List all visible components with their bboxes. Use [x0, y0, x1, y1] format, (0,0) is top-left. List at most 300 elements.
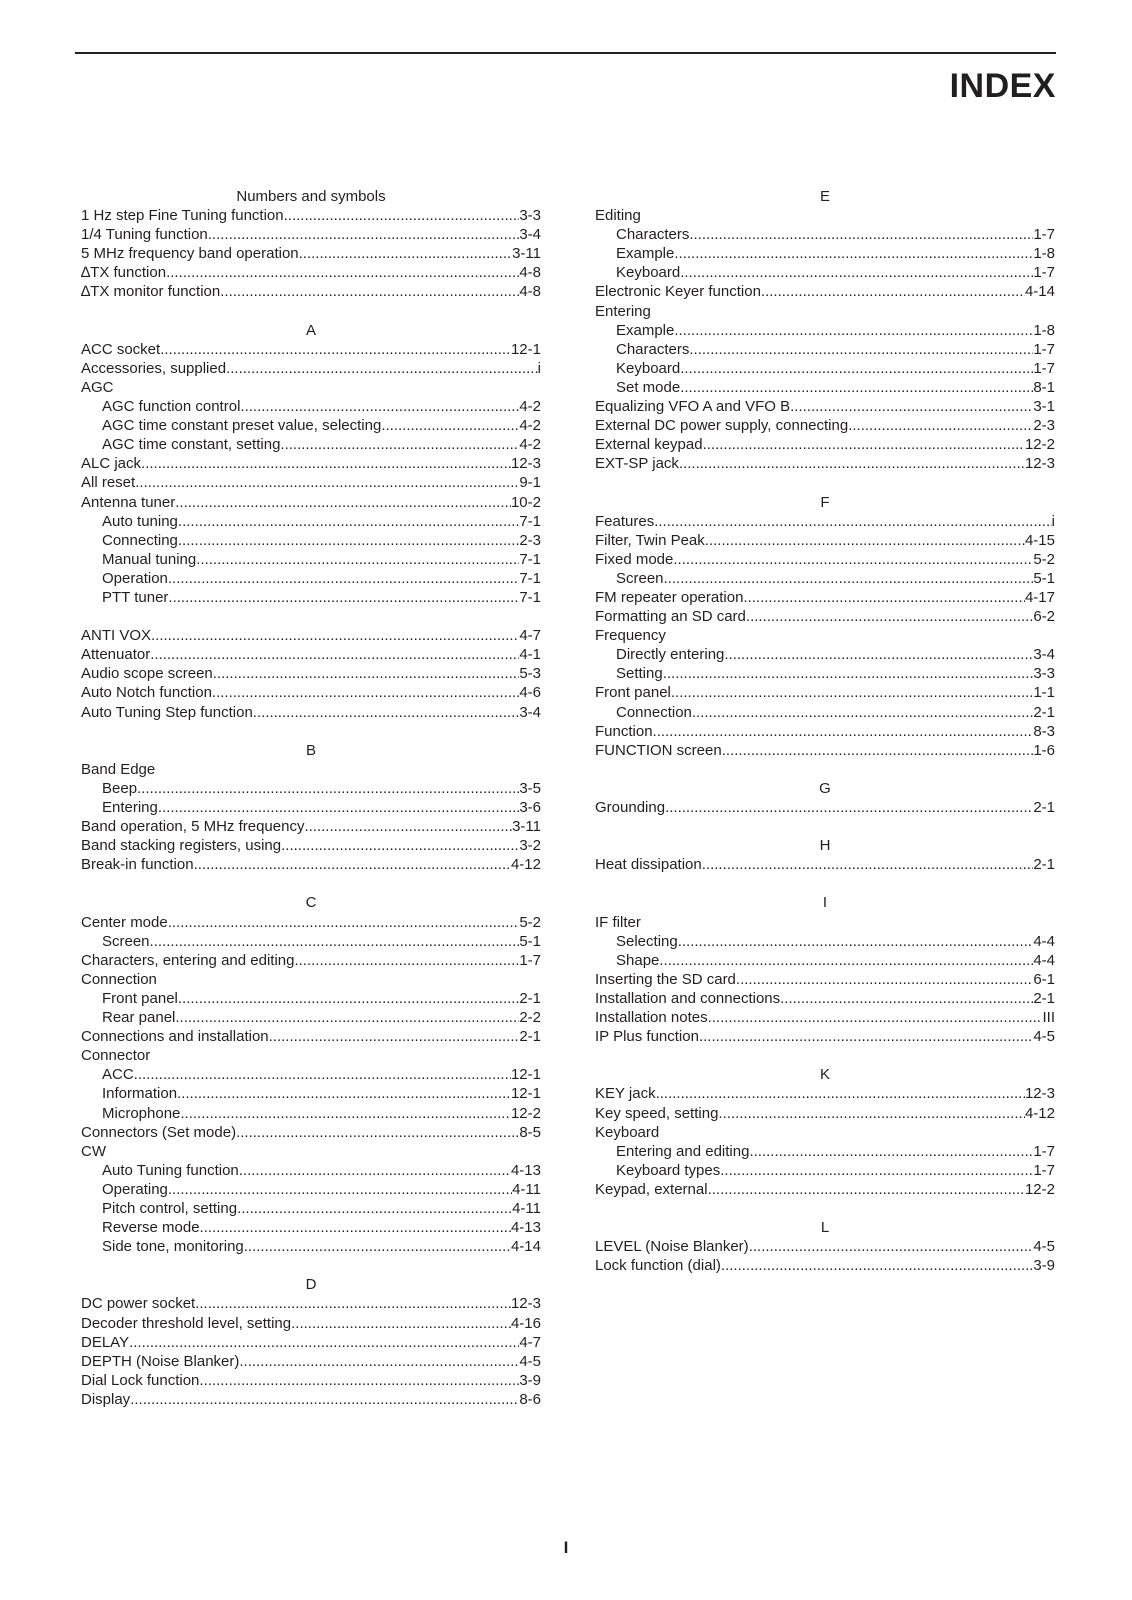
page-reference: 3-5 — [519, 779, 541, 797]
index-group — [595, 206, 1055, 225]
index-entry — [595, 1008, 1055, 1027]
entry-label: FUNCTION screen — [595, 741, 722, 759]
entry-label: CW — [81, 1142, 106, 1160]
page-reference: 4-2 — [519, 436, 541, 454]
dot-leader — [381, 416, 519, 435]
dot-leader — [743, 588, 1025, 607]
index-subentry — [81, 416, 541, 435]
page-reference: 3-3 — [519, 207, 541, 225]
page-reference: 3-3 — [1033, 665, 1055, 683]
page-reference: 12-3 — [510, 455, 541, 473]
index-subentry — [81, 512, 541, 531]
page-reference: 3-11 — [512, 818, 541, 836]
index-entry — [81, 1294, 541, 1313]
dot-leader — [294, 951, 519, 970]
dot-leader — [180, 1104, 511, 1123]
dot-leader — [281, 836, 519, 855]
page-reference: 3-9 — [519, 1371, 541, 1389]
dot-leader — [280, 435, 519, 454]
entry-label: Key speed, setting — [595, 1104, 719, 1122]
entry-label: ANTI VOX — [81, 627, 152, 645]
index-entry — [81, 340, 541, 359]
dot-leader — [134, 1065, 511, 1084]
entry-label: Microphone — [102, 1104, 181, 1122]
entry-label: Characters, entering and editing — [81, 951, 295, 969]
page-reference: 5-2 — [519, 913, 541, 931]
dot-leader — [212, 683, 519, 702]
page-reference: 8-1 — [1033, 378, 1055, 396]
index-entry — [81, 244, 541, 263]
page-reference: 2-1 — [1033, 799, 1055, 816]
entry-label: Auto tuning — [102, 512, 178, 530]
page-reference: 7-1 — [519, 550, 541, 568]
page-reference: 3-6 — [519, 799, 541, 816]
index-entry — [595, 989, 1055, 1008]
dot-leader — [708, 1008, 1043, 1027]
page-reference: 5-3 — [519, 665, 541, 683]
page-reference: 4-1 — [519, 646, 541, 664]
index-subentry — [595, 340, 1055, 359]
entry-label: Entering and editing — [616, 1142, 750, 1160]
index-group — [595, 1123, 1055, 1142]
dot-leader — [722, 741, 1034, 760]
index-entry — [81, 1333, 541, 1352]
page-reference: 4-16 — [510, 1314, 541, 1332]
index-entry — [81, 206, 541, 225]
page-reference: 1-8 — [1033, 321, 1055, 339]
index-subentry — [81, 1218, 541, 1237]
dot-leader — [656, 1084, 1025, 1103]
dot-leader — [790, 397, 1033, 416]
index-subentry — [81, 550, 541, 569]
page-reference: 1-7 — [1033, 1161, 1055, 1179]
index-group — [81, 378, 541, 397]
section-heading: F — [820, 493, 830, 511]
dot-leader — [129, 1333, 519, 1352]
page-reference: 12-1 — [510, 1085, 541, 1103]
entry-label: Dial Lock function — [81, 1371, 200, 1389]
index-entry — [81, 263, 541, 282]
index-entry — [81, 683, 541, 702]
dot-leader — [718, 1104, 1025, 1123]
spacer — [595, 817, 1055, 836]
spacer — [81, 722, 541, 741]
page-reference: 1-7 — [1033, 340, 1055, 358]
index-entry — [595, 683, 1055, 702]
page-reference: 1-1 — [1033, 684, 1055, 702]
dot-leader — [291, 1314, 511, 1333]
dot-leader — [680, 263, 1033, 282]
entry-label: Keyboard types — [616, 1161, 721, 1179]
entry-label: AGC — [81, 378, 114, 396]
index-entry — [595, 588, 1055, 607]
page-reference: 4-5 — [519, 1352, 541, 1370]
entry-label: Side tone, monitoring — [102, 1238, 244, 1256]
page-reference: 8-6 — [519, 1390, 541, 1408]
dot-leader — [168, 588, 519, 607]
index-subentry — [595, 645, 1055, 664]
spacer — [81, 607, 541, 626]
index-subentry — [595, 225, 1055, 244]
entry-label: External keypad — [595, 436, 703, 454]
index-subentry — [81, 1008, 541, 1027]
index-entry — [595, 1084, 1055, 1103]
index-group — [81, 1046, 541, 1065]
page-reference: 4-4 — [1033, 951, 1055, 969]
index-entry — [595, 798, 1055, 817]
index-subentry — [81, 531, 541, 550]
page-reference: 12-2 — [1024, 1180, 1055, 1198]
page-reference: 4-5 — [1033, 1028, 1055, 1046]
entry-label: Reverse mode — [102, 1219, 200, 1237]
index-entry — [81, 1390, 541, 1409]
index-entry — [81, 913, 541, 932]
entry-label: ACC socket — [81, 340, 161, 358]
index-subentry — [81, 779, 541, 798]
page-reference: 9-1 — [519, 474, 541, 492]
page-reference: 7-1 — [519, 512, 541, 530]
section-heading: Numbers and symbols — [236, 188, 386, 205]
section-heading: K — [819, 1066, 830, 1084]
index-subentry — [595, 569, 1055, 588]
page-reference: III — [1042, 1009, 1055, 1027]
index-subentry — [595, 1161, 1055, 1180]
page-reference: 12-2 — [510, 1104, 541, 1122]
spacer — [595, 760, 1055, 779]
entry-label: Inserting the SD card — [595, 970, 736, 988]
entry-label: Characters — [616, 226, 690, 244]
entry-label: DELAY — [81, 1333, 130, 1351]
dot-leader — [679, 454, 1025, 473]
index-subentry — [81, 932, 541, 951]
section-heading: L — [820, 1219, 830, 1237]
dot-leader — [168, 569, 519, 588]
dot-leader — [208, 225, 520, 244]
dot-leader — [237, 1199, 512, 1218]
dot-leader — [664, 569, 1034, 588]
dot-leader — [160, 340, 511, 359]
dot-leader — [659, 951, 1033, 970]
entry-label: Connecting — [102, 531, 178, 549]
dot-leader — [671, 683, 1033, 702]
section-heading: E — [819, 188, 830, 205]
dot-leader — [253, 703, 520, 722]
entry-label: Auto Tuning Step function — [81, 703, 253, 721]
entry-label: KEY jack — [595, 1085, 656, 1103]
index-entry — [595, 1104, 1055, 1123]
index-entry — [595, 416, 1055, 435]
dot-leader — [689, 225, 1033, 244]
entry-label: Features — [595, 512, 655, 530]
page-reference: 12-1 — [510, 1066, 541, 1084]
entry-label: Directly entering — [616, 646, 725, 664]
dot-leader — [177, 1084, 511, 1103]
entry-label: Keyboard — [616, 359, 681, 377]
entry-label: Pitch control, setting — [102, 1199, 238, 1217]
entry-label: Attenuator — [81, 646, 151, 664]
page-reference: 3-4 — [519, 226, 541, 244]
index-entry — [595, 970, 1055, 989]
index-entry — [81, 1371, 541, 1390]
entry-label: Front panel — [102, 989, 178, 1007]
dot-leader — [705, 531, 1025, 550]
page-reference: 3-9 — [1033, 1257, 1055, 1275]
dot-leader — [746, 607, 1033, 626]
dot-leader — [702, 855, 1034, 874]
spacer — [595, 473, 1055, 492]
index-subentry — [81, 1065, 541, 1084]
page-reference: 2-1 — [1033, 703, 1055, 721]
entry-label: All reset — [81, 474, 136, 492]
entry-label: Screen — [616, 569, 664, 587]
entry-label: LEVEL (Noise Blanker) — [595, 1238, 749, 1256]
page-reference: 5-1 — [1033, 569, 1055, 587]
page-reference: 4-8 — [519, 264, 541, 282]
entry-label: EXT-SP jack — [595, 455, 679, 473]
index-entry — [595, 454, 1055, 473]
entry-label: Decoder threshold level, setting — [81, 1314, 292, 1332]
entry-label: Keyboard — [616, 264, 681, 282]
index-subentry — [81, 588, 541, 607]
entry-label: DC power socket — [81, 1295, 196, 1313]
index-group — [595, 302, 1055, 321]
page-number: I — [563, 1538, 569, 1557]
index-subentry — [595, 703, 1055, 722]
entry-label: Example — [616, 245, 675, 263]
page-reference: 3-11 — [512, 245, 541, 263]
entry-label: AGC time constant preset value, selecting — [102, 417, 382, 435]
dot-leader — [674, 321, 1033, 340]
page-reference: 12-3 — [1024, 455, 1055, 473]
dot-leader — [749, 1142, 1033, 1161]
entry-label: ∆TX function — [81, 264, 167, 282]
section-heading: G — [819, 779, 831, 797]
page-reference: 12-2 — [1024, 436, 1055, 454]
index-entry — [81, 664, 541, 683]
dot-leader — [166, 263, 519, 282]
dot-leader — [213, 664, 520, 683]
entry-label: Lock function (dial) — [595, 1257, 721, 1275]
index-entry — [81, 836, 541, 855]
entry-label: Formatting an SD card — [595, 608, 746, 626]
spacer — [81, 874, 541, 893]
page-reference: 4-7 — [519, 627, 541, 645]
entry-label: Connectors (Set mode) — [81, 1123, 237, 1141]
page-reference: i — [1051, 512, 1055, 530]
dot-leader — [200, 1218, 511, 1237]
page-reference: 4-17 — [1024, 588, 1055, 606]
page-reference: 3-1 — [1033, 398, 1055, 416]
page-reference: 4-13 — [510, 1161, 541, 1179]
index-entry — [595, 722, 1055, 741]
dot-leader — [130, 1390, 519, 1409]
index-group — [81, 760, 541, 779]
entry-label: Example — [616, 321, 675, 339]
page-reference: 7-1 — [519, 569, 541, 587]
page-reference: 5-1 — [519, 932, 541, 950]
index-entry — [81, 1314, 541, 1333]
index-entry — [81, 855, 541, 874]
dot-leader — [135, 473, 519, 492]
index-group — [595, 913, 1055, 932]
index-entry — [81, 473, 541, 492]
dot-leader — [158, 798, 519, 817]
dot-leader — [137, 779, 519, 798]
dot-leader — [195, 1294, 511, 1313]
dot-leader — [168, 913, 520, 932]
dot-leader — [699, 1027, 1033, 1046]
index-subentry — [81, 435, 541, 454]
index-subentry — [595, 951, 1055, 970]
entry-label: Keypad, external — [595, 1180, 708, 1198]
entry-label: Antenna tuner — [81, 493, 176, 511]
dot-leader — [220, 282, 519, 301]
dot-leader — [178, 531, 519, 550]
entry-label: Accessories, supplied — [81, 359, 227, 377]
dot-leader — [168, 1180, 512, 1199]
page-reference: 8-3 — [1033, 722, 1055, 740]
header-rule — [75, 52, 1056, 54]
dot-leader — [226, 359, 538, 378]
section-heading: B — [305, 741, 316, 759]
entry-label: 1/4 Tuning function — [81, 226, 208, 244]
section-heading: H — [819, 837, 831, 855]
entry-label: ALC jack — [81, 455, 142, 473]
entry-label: Installation notes — [595, 1009, 708, 1027]
page-reference: 1-7 — [519, 951, 541, 969]
page-reference: 4-2 — [519, 417, 541, 435]
entry-label: 1 Hz step Fine Tuning function — [81, 207, 284, 225]
page-reference: 12-3 — [510, 1295, 541, 1313]
page-reference: 6-1 — [1033, 970, 1055, 988]
page-reference: 10-2 — [510, 493, 541, 511]
entry-label: Band Edge — [81, 760, 156, 778]
dot-leader — [269, 1027, 520, 1046]
entry-label: 5 MHz frequency band operation — [81, 245, 299, 263]
index-group — [595, 626, 1055, 645]
index-entry — [595, 1027, 1055, 1046]
dot-leader — [673, 550, 1033, 569]
dot-leader — [299, 244, 512, 263]
index-subentry — [595, 263, 1055, 282]
entry-label: Auto Notch function — [81, 684, 212, 702]
index-subentry — [81, 1161, 541, 1180]
dot-leader — [175, 493, 511, 512]
entry-label: IF filter — [595, 913, 641, 931]
index-entry — [81, 1352, 541, 1371]
entry-label: Selecting — [616, 932, 678, 950]
dot-leader — [749, 1237, 1034, 1256]
page-reference: 5-2 — [1033, 550, 1055, 568]
entry-label: Connection — [81, 970, 157, 988]
index-subentry — [595, 1142, 1055, 1161]
page-reference: 4-2 — [519, 398, 541, 416]
page-reference: 4-12 — [1024, 1104, 1055, 1122]
page-reference: 4-12 — [510, 856, 541, 874]
dot-leader — [194, 855, 511, 874]
entry-label: Rear panel — [102, 1009, 176, 1027]
page-reference: 2-1 — [1033, 856, 1055, 874]
page-reference: 1-7 — [1033, 359, 1055, 377]
index-entry — [81, 454, 541, 473]
entry-label: Band stacking registers, using — [81, 837, 282, 855]
entry-label: PTT tuner — [102, 588, 169, 606]
page-reference: 2-2 — [519, 1009, 541, 1027]
page-reference: 7-1 — [519, 588, 541, 606]
dot-leader — [178, 989, 519, 1008]
page-reference: 12-1 — [510, 340, 541, 358]
index-subentry — [81, 397, 541, 416]
dot-leader — [199, 1371, 519, 1390]
section-heading: A — [305, 321, 316, 339]
index-subentry — [81, 1199, 541, 1218]
page-title: INDEX — [949, 67, 1056, 105]
entry-label: Operating — [102, 1180, 168, 1198]
page-reference: i — [537, 359, 541, 377]
page-reference: 4-11 — [512, 1180, 541, 1198]
dot-leader — [736, 970, 1033, 989]
dot-leader — [239, 1161, 511, 1180]
index-entry — [81, 817, 541, 836]
index-entry — [595, 1180, 1055, 1199]
entry-label: Auto Tuning function — [102, 1161, 239, 1179]
index-entry — [595, 741, 1055, 760]
entry-label: Audio scope screen — [81, 665, 213, 683]
entry-label: Screen — [102, 932, 150, 950]
index-entry — [81, 1123, 541, 1142]
dot-leader — [244, 1237, 511, 1256]
entry-label: Equalizing VFO A and VFO B — [595, 398, 791, 416]
index-entry — [595, 512, 1055, 531]
entry-label: ∆TX monitor function — [81, 283, 221, 301]
index-subentry — [81, 1237, 541, 1256]
spacer — [595, 1046, 1055, 1065]
index-subentry — [595, 664, 1055, 683]
entry-label: Frequency — [595, 627, 666, 645]
entry-label: Shape — [616, 951, 660, 969]
page-reference: 12-3 — [1024, 1085, 1055, 1103]
index-subentry — [81, 1084, 541, 1103]
entry-label: Center mode — [81, 913, 168, 931]
page-reference: 8-5 — [519, 1123, 541, 1141]
page-reference: 2-1 — [1033, 989, 1055, 1007]
index-entry — [81, 1027, 541, 1046]
dot-leader — [654, 512, 1051, 531]
dot-leader — [240, 397, 519, 416]
page-reference: 4-5 — [1033, 1238, 1055, 1256]
spacer — [595, 1199, 1055, 1218]
dot-leader — [663, 664, 1034, 683]
page-reference: 1-6 — [1033, 741, 1055, 759]
dot-leader — [674, 244, 1033, 263]
dot-leader — [680, 359, 1033, 378]
dot-leader — [196, 550, 519, 569]
entry-label: Filter, Twin Peak — [595, 531, 705, 549]
index-entry — [595, 531, 1055, 550]
dot-leader — [692, 703, 1033, 722]
dot-leader — [689, 340, 1033, 359]
dot-leader — [708, 1180, 1025, 1199]
dot-leader — [703, 435, 1025, 454]
dot-leader — [665, 798, 1033, 817]
page-reference: 4-4 — [1033, 932, 1055, 950]
entry-label: Electronic Keyer function — [595, 283, 761, 301]
section-heading: D — [305, 1276, 317, 1294]
entry-label: Operation — [102, 569, 168, 587]
page-reference: 3-4 — [1033, 646, 1055, 664]
dot-leader — [780, 989, 1033, 1008]
page-reference: 3-2 — [519, 837, 541, 855]
